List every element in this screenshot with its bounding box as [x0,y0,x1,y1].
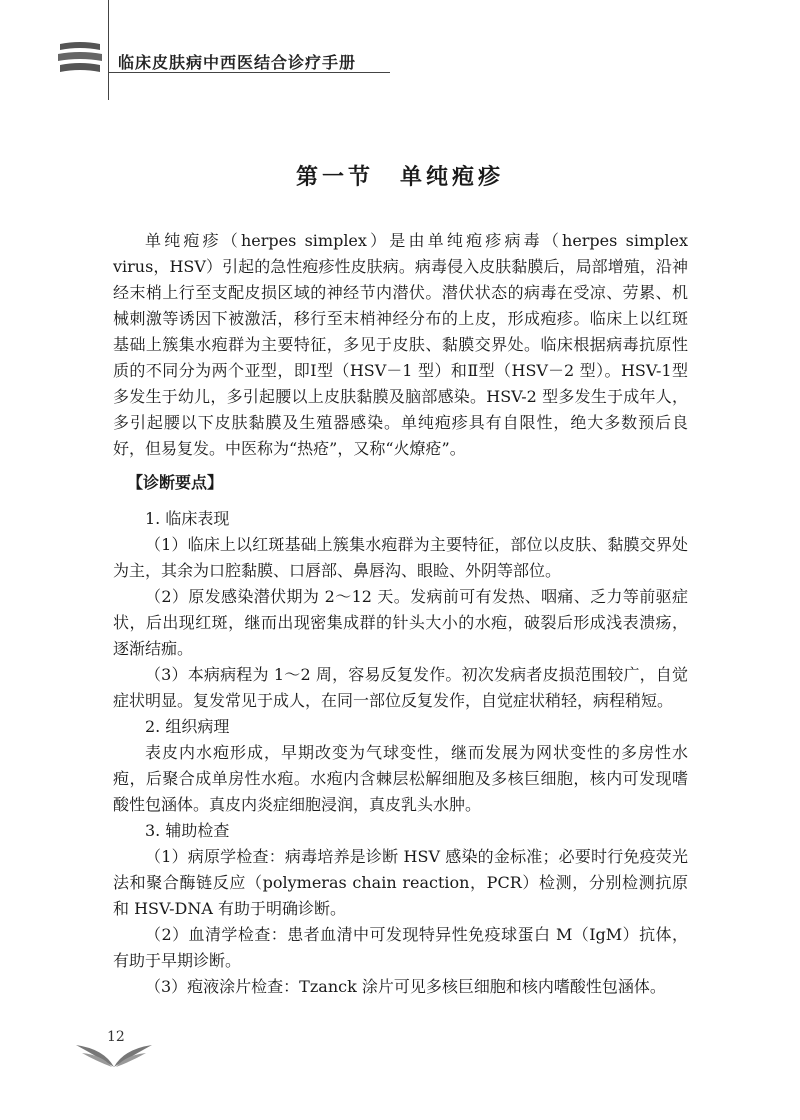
pathology-paragraph: 表皮内水疱形成，早期改变为气球变性，继而发展为网状变性的多房性水疱，后聚合成单房性水疱。水疱内含棘层松解细胞及多核巨细胞，核内可发现嗜酸性包涵体。真皮内炎症细胞浸润，真皮乳头水肿。 [113,743,688,814]
pathology-heading: 2. 组织病理 [145,717,230,736]
clinical-heading: 1. 临床表现 [145,509,230,528]
auxiliary-item: （3）疱液涂片检查：Tzanck 涂片可见多核巨细胞和核内嗜酸性包涵体。 [145,977,666,996]
page-content [113,228,688,1000]
auxiliary-heading: 3. 辅助检查 [145,821,230,840]
running-header [0,0,800,110]
book-stack-icon [56,40,104,78]
book-title: 临床皮肤病中西医结合诊疗手册 [118,53,357,72]
key-points-heading: 【诊断要点】 [127,473,224,492]
clinical-item: （2）原发感染潜伏期为 2～12 天。发病前可有发热、咽痛、乏力等前驱症状，后出现红斑，继而出现密集成群的针头大小的水疱，破裂后形成浅表溃疡，逐渐结痂。 [113,587,688,658]
page-footer [0,1015,800,1085]
auxiliary-item: （1）病原学检查：病毒培养是诊断 HSV 感染的金标准；必要时行免疫荧光法和聚合酶链反应（polymeras chain reaction，PCR）检测，分别检测抗原和 HSV-DNA 有助于明确诊断。 [113,847,688,918]
intro-paragraph: 单纯疱疹（herpes simplex）是由单纯疱疹病毒（herpes simplex virus，HSV）引起的急性疱疹性皮肤病。病毒侵入皮肤黏膜后，局部增殖，沿神经末梢上行至支配皮损区域的神经节内潜伏。潜伏状态的病毒在受凉、劳累、机械刺激等诱因下被激活，移行至末梢神经分布的上皮，形成疱疹。临床上以红斑基础上簇集水疱群为主要特征，多见于皮肤、黏膜交界处。临床根据病毒抗原性质的不同分为两个亚型，即Ⅰ型（HSV－1 型）和Ⅱ型（HSV－2 型）。HSV-1型多发生于幼儿，多引起腰以上皮肤黏膜及脑部感染。HSV-2 型多发生于成年人，多引起腰以下皮肤黏膜及生殖器感染。单纯疱疹具有自限性，绝大多数预后良好，但易复发。中医称为“热疮”，又称“火燎疮”。 [113,231,688,458]
header-vertical-rule [108,0,109,100]
section-title: 第一节 单纯疱疹 [295,165,504,190]
auxiliary-item: （2）血清学检查：患者血清中可发现特异性免疫球蛋白 M（IgM）抗体，有助于早期诊断。 [113,925,688,970]
page-number: 12 [107,1029,125,1045]
wing-ornament-icon [74,1043,154,1071]
clinical-item: （3）本病病程为 1～2 周，容易反复发作。初次发病者皮损范围较广，自觉症状明显。复发常见于成人，在同一部位反复发作，自觉症状稍轻，病程稍短。 [113,665,688,710]
clinical-item: （1）临床上以红斑基础上簇集水疱群为主要特征，部位以皮肤、黏膜交界处为主，其余为口腔黏膜、口唇部、鼻唇沟、眼睑、外阴等部位。 [113,535,688,580]
